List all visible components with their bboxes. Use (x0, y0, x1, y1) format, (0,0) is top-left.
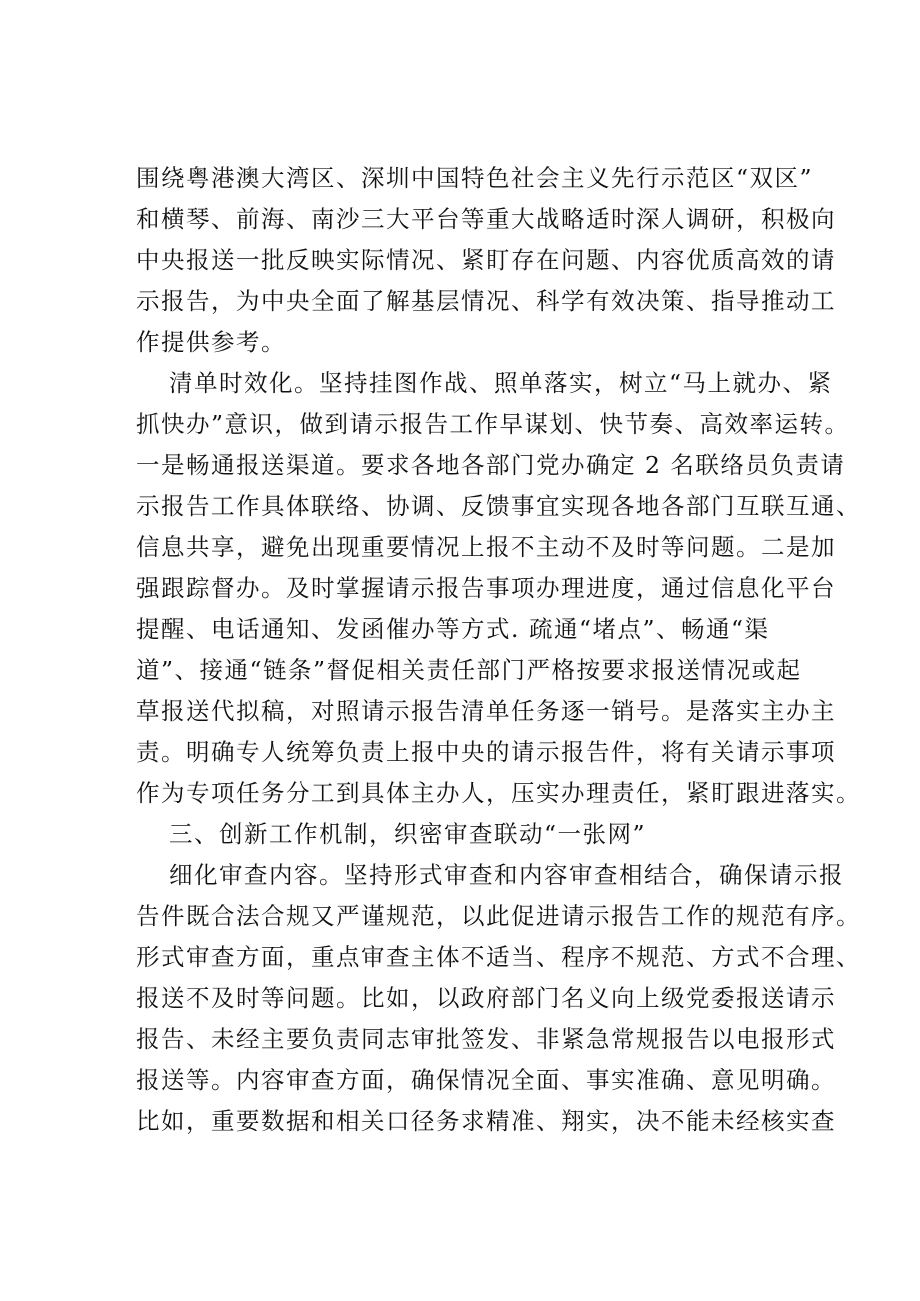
text-line: 报送等。内容审查方面，确保情况全面、事实准确、意见明确。 (136, 1066, 836, 1094)
text-line: 和横琴、前海、南沙三大平台等重大战略适时深人调研，积极向 (136, 205, 836, 233)
paragraph-heading-line: 细化审查内容。坚持形式审查和内容审查相结合，确保请示报 (169, 861, 844, 889)
text-line: 作提供参考。 (136, 328, 286, 356)
text-line: 形式审查方面，重点审查主体不适当、程序不规范、方式不合理、 (136, 943, 861, 971)
document-body (136, 158, 861, 1142)
text-line: 抓快办”意识，做到请示报告工作早谋划、快节奏、高效率运转。 (136, 410, 850, 438)
paragraph-heading-line: 清单时效化。坚持挂图作战、照单落实，树立“马上就办、紧 (169, 369, 833, 397)
text-line: 道”、接通“链条”督促相关责任部门严格按要求报送情况或起 (136, 656, 802, 684)
text-line: 报送不及时等问题。比如，以政府部门名义向上级党委报送请示 (136, 984, 836, 1012)
text-line: 作为专项任务分工到具体主办人，压实办理责任，紧盯跟进落实。 (136, 779, 861, 807)
text-line: 信息共享，避免出现重要情况上报不主动不及时等问题。二是加 (136, 533, 836, 561)
text-line: 告件既合法合规又严谨规范，以此促进请示报告工作的规范有序。 (136, 902, 861, 930)
text-line: 报告、未经主要负责同志审批签发、非紧急常规报告以电报形式 (136, 1025, 836, 1053)
text-line: 草报送代拟稿，对照请示报告清单任务逐一销号。是落实主办主 (136, 697, 836, 725)
text-line: 一是畅通报送渠道。要求各地各部门党办确定 2 名联络员负责请 (136, 451, 846, 479)
text-line: 责。明确专人统筹负责上报中央的请示报告件，将有关请示事项 (136, 738, 836, 766)
text-line: 强跟踪督办。及时掌握请示报告事项办理进度，通过信息化平台 (136, 574, 836, 602)
text-line: 示报告，为中央全面了解基层情况、科学有效决策、指导推动工 (136, 287, 836, 315)
text-line: 中央报送一批反映实际情况、紧盯存在问题、内容优质高效的请 (136, 246, 836, 274)
section-heading: 三、创新工作机制，织密审查联动“一张网” (169, 820, 647, 848)
text-line: 围绕粤港澳大湾区、深圳中国特色社会主义先行示范区“双区” (136, 164, 814, 192)
text-line: 提醒、电话通知、发函催办等方式. 疏通“堵点”、畅通“渠 (136, 615, 770, 643)
text-line: 比如，重要数据和相关口径务求精准、翔实，决不能未经核实查 (136, 1107, 836, 1135)
text-line: 示报告工作具体联络、协调、反馈事宜实现各地各部门互联互通、 (136, 492, 861, 520)
